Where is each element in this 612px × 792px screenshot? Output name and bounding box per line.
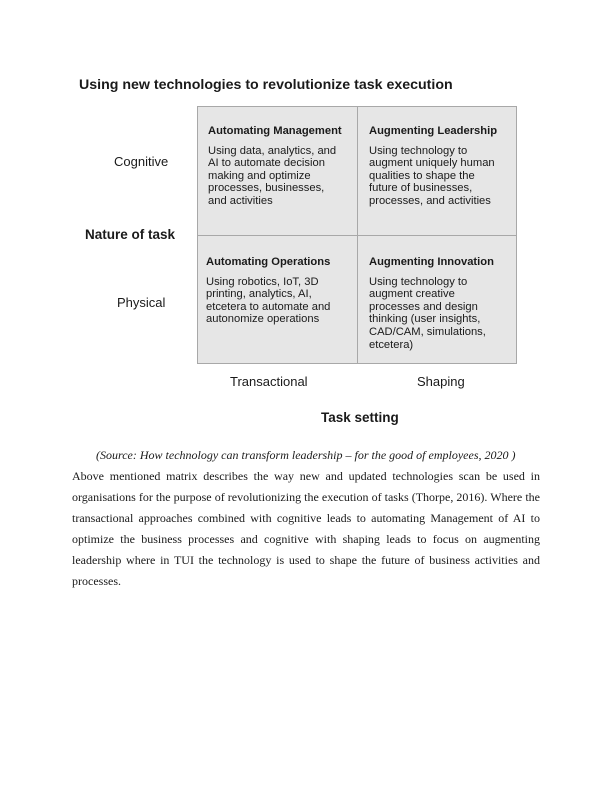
cell-title: Automating Management [208,125,342,137]
body-paragraph: Above mentioned matrix describes the way new and updated technologies scan be used in organisations for the purpose of revolutionizing the execution of tasks (Thorpe, 2016). Where the transactional approaches combined with cognitive leads to automating Management of AI to optimize the business processes and cognitive with shaping leads to focus on augmenting leadership where in TUI the technology is used to shape the future of business activities and processes. [72,469,540,588]
cell-body: Using data, analytics, and AI to automate decision making and optimize processes, businesses, and activities [208,144,337,207]
cell-title: Augmenting Innovation [369,256,494,268]
figure-title: Using new technologies to revolutionize task execution [79,77,453,93]
cell-augmenting-leadership [369,125,497,208]
x-label-transactional: Transactional [230,374,308,389]
cell-title: Augmenting Leadership [369,125,498,137]
matrix-horizontal-divider [198,235,516,236]
cell-body: Using technology to augment creative processes and design thinking (user insights, CAD/CAM, simulations, etcetera) [369,275,486,351]
cell-automating-operations [206,256,330,326]
cell-automating-management [208,125,342,208]
cell-body: Using robotics, IoT, 3D printing, analytics, AI, etcetera to automate and autonomize operations [206,275,331,326]
cell-body: Using technology to augment uniquely human qualities to shape the future of businesses, processes, and activities [369,144,495,207]
x-label-shaping: Shaping [417,374,465,389]
task-matrix [197,106,517,364]
y-label-physical: Physical [117,295,166,310]
cell-title: Automating Operations [206,256,331,268]
cell-augmenting-innovation [369,256,494,351]
y-axis-title: Nature of task [85,227,176,242]
x-axis-title: Task setting [321,410,399,425]
y-label-cognitive: Cognitive [114,154,169,169]
figure-caption: (Source: How technology can transform leadership – for the good of employees, 2020 ) [96,448,516,462]
